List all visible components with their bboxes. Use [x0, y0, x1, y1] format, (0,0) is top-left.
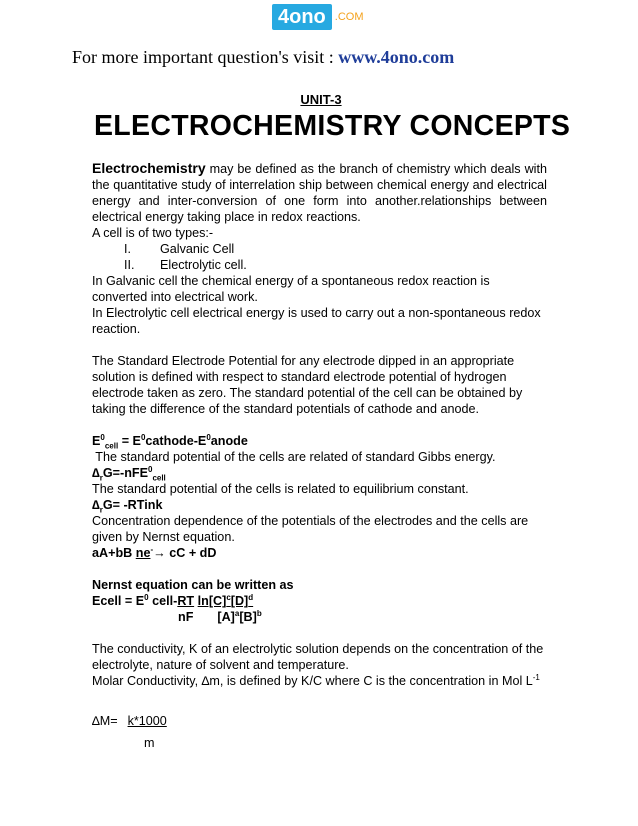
logo-wordmark: 4ono: [272, 4, 332, 30]
cell-types-heading: A cell is of two types:-: [92, 226, 214, 240]
electrolytic-paragraph: In Electrolytic cell electrical energy is used to carry out a non-spontaneous redox reaction.: [92, 306, 541, 336]
list-label: Electrolytic cell.: [160, 258, 247, 272]
visit-site-link[interactable]: www.4ono.com: [338, 47, 455, 67]
list-label: Galvanic Cell: [160, 242, 235, 256]
list-number: I.: [124, 242, 131, 256]
site-logo[interactable]: [272, 4, 364, 30]
intro-paragraph: [92, 160, 547, 225]
logo-suffix: .COM: [334, 11, 364, 23]
list-item: [92, 257, 547, 273]
reaction-equation: aA+bB ne-→ cC + dD: [92, 544, 217, 560]
equilibrium-paragraph: The standard potential of the cells is related to equilibrium constant.: [92, 482, 469, 496]
visit-text: For more important question's visit :: [72, 47, 339, 67]
list-number: II.: [124, 258, 135, 272]
document-body: [92, 160, 547, 751]
molar-formula-line1: ∆M= k*1000: [92, 714, 167, 728]
rtink-formula: $\Delta_rG=$ -RTink: [92, 498, 163, 515]
gibbs-paragraph: The standard potential of the cells are related of standard Gibbs energy.: [92, 450, 496, 464]
list-item: [92, 241, 547, 257]
conductivity-paragraph: The conductivity, K of an electrolytic solution depends on the concentration of the electrolyte, nature of solvent and temperature.: [92, 642, 544, 672]
molar-paragraph: Molar Conductivity, ∆m, is defined by K/C where C is the concentration in Mol $L^{-1}$: [92, 672, 540, 688]
nernst-heading: Nernst equation can be written as: [92, 578, 294, 592]
page-title: ELECTROCHEMISTRY CONCEPTS: [94, 110, 571, 142]
standard-potential-paragraph: The Standard Electrode Potential for any electrode dipped in an appropriate solution is defined with respect to standard electrode potential of hydrogen electrode taken as zero. The standard potential of the cell can be obtained by taking the difference of the standard potentials of cathode and anode.: [92, 354, 523, 416]
nernst-formula-line1: Ecell = $E^0$ cell-RT $\ln[C]^c[D]^d$: [92, 592, 254, 608]
galvanic-paragraph: In Galvanic cell the chemical energy of a spontaneous redox reaction is converted into electrical work.: [92, 274, 490, 304]
nernst-formula-line2: nF $[A]^a[B]^b$: [178, 608, 262, 624]
unit-label: UNIT-3: [300, 92, 342, 107]
intro-text: may be defined as the branch of chemistry which deals with the quantitative study of interrelation ship between chemical energy and electrical energy and inter-conversion of one form into another.relationships between electrical energy taking place in redox reactions.: [92, 162, 547, 224]
molar-formula-line2: m: [144, 736, 155, 750]
nernst-dependence-paragraph: Concentration dependence of the potentials of the electrodes and the cells are given by Nernst equation.: [92, 514, 529, 544]
gibbs-formula: $\Delta_rG=-nFE^0_{cell}$: [92, 464, 166, 483]
ecell-formula: $E^0_{cell}$ = $E^0cathode-E^0anode$: [92, 432, 248, 451]
visit-banner: [72, 47, 454, 68]
intro-term: Electrochemistry: [92, 160, 206, 176]
